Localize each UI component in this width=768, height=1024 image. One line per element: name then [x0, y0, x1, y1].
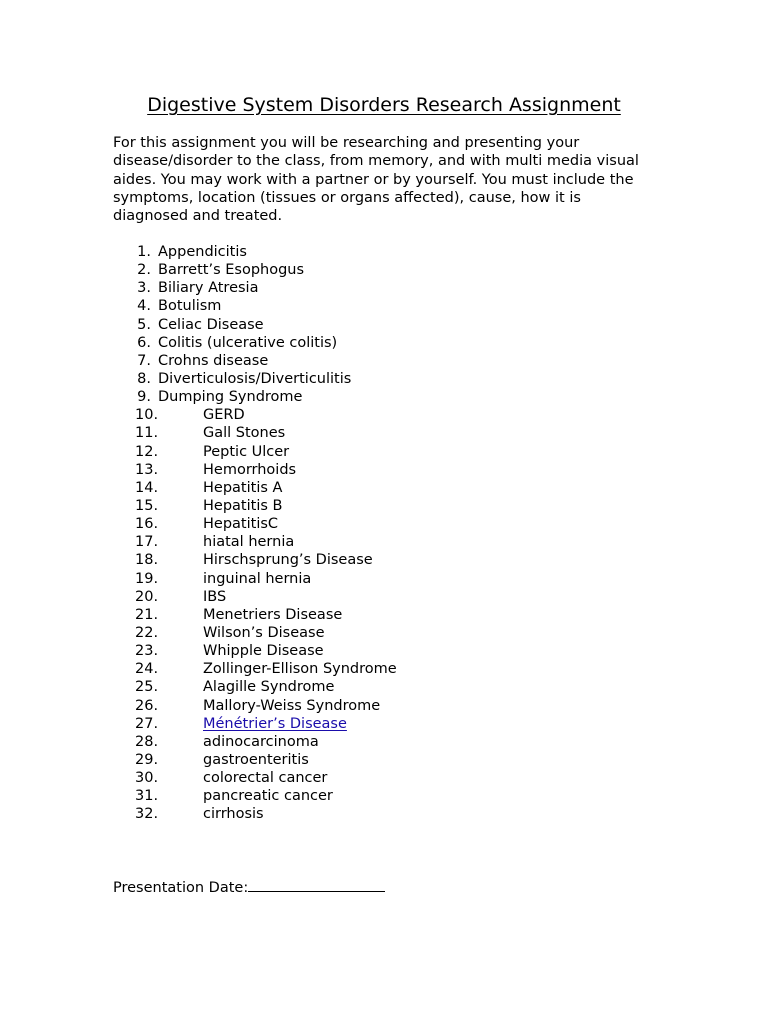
list-item-number: 17.	[135, 534, 159, 551]
list-item-label: Peptic Ulcer	[203, 443, 290, 460]
list-item	[113, 515, 673, 533]
list-item-number: 11.	[135, 425, 159, 442]
page-title: Digestive System Disorders Research Assignment	[147, 94, 621, 116]
list-item	[113, 588, 673, 606]
list-item-number: 15.	[135, 497, 159, 514]
list-item[interactable]	[113, 715, 673, 733]
list-item	[113, 497, 673, 515]
list-item	[113, 733, 673, 751]
list-item	[113, 461, 673, 479]
list-item-label: Botulism	[158, 298, 222, 315]
list-item-number: 5.	[137, 316, 151, 333]
list-item-label: Menetriers Disease	[203, 606, 343, 623]
list-item	[113, 424, 673, 442]
list-item-number: 4.	[137, 298, 151, 315]
list-item	[113, 406, 673, 424]
list-item-label: HepatitisC	[203, 516, 279, 533]
list-item-number: 1.	[137, 244, 151, 260]
list-item	[113, 243, 673, 261]
list-item	[113, 297, 673, 315]
list-item-label: Whipple Disease	[203, 643, 324, 660]
list-item	[113, 660, 673, 678]
list-item-label: Dumping Syndrome	[158, 389, 303, 406]
list-item-number: 21.	[135, 606, 159, 623]
list-item-label: GERD	[203, 407, 245, 424]
list-item-number: 31.	[135, 788, 159, 805]
list-item-number: 7.	[137, 352, 151, 369]
list-item-number: 22.	[135, 624, 159, 641]
list-item	[113, 479, 673, 497]
list-item	[113, 642, 673, 660]
list-item	[113, 624, 673, 642]
list-item-number: 8.	[137, 370, 151, 387]
list-item-label: inguinal hernia	[203, 570, 312, 587]
presentation-date-label: Presentation Date:	[113, 880, 249, 896]
list-item-label: pancreatic cancer	[203, 788, 333, 805]
list-item-number: 23.	[135, 643, 159, 660]
list-item-number: 28.	[135, 733, 159, 750]
list-item-label: Mallory-Weiss Syndrome	[203, 697, 381, 714]
list-item	[113, 787, 673, 805]
list-item	[113, 751, 673, 769]
list-item-label: hiatal hernia	[203, 534, 295, 551]
list-item-label: Biliary Atresia	[158, 280, 259, 297]
list-item-label: Diverticulosis/Diverticulitis	[158, 370, 352, 387]
list-item-number: 9.	[137, 389, 151, 406]
list-item-label: IBS	[203, 588, 227, 605]
list-item-number: 13.	[135, 461, 159, 478]
list-item-number: 25.	[135, 679, 159, 696]
list-item-number: 24.	[135, 661, 159, 678]
list-item	[113, 316, 673, 334]
list-item-number: 2.	[137, 262, 151, 279]
list-item-label: Alagille Syndrome	[203, 679, 335, 696]
list-item	[113, 551, 673, 569]
presentation-date-line	[113, 877, 385, 897]
list-item-number: 12.	[135, 443, 159, 460]
list-item-number: 6.	[137, 334, 151, 351]
list-item-label: Celiac Disease	[158, 316, 264, 333]
list-item-number: 10.	[135, 407, 159, 424]
list-item-label: Hepatitis A	[203, 479, 283, 496]
disorder-list	[113, 243, 673, 824]
list-item-link[interactable]: Ménétrier’s Disease	[203, 715, 347, 732]
list-item-label: Crohns disease	[158, 352, 269, 369]
list-item-number: 16.	[135, 516, 159, 533]
list-item-number: 14.	[135, 479, 159, 496]
list-item	[113, 697, 673, 715]
list-item-label: Colitis (ulcerative colitis)	[158, 334, 338, 351]
list-item-label: Barrett’s Esophogus	[158, 262, 305, 279]
list-item-label: Gall Stones	[203, 425, 286, 442]
list-item	[113, 261, 673, 279]
list-item	[113, 805, 673, 823]
list-item-label: colorectal cancer	[203, 770, 328, 787]
intro-paragraph: For this assignment you will be researching and presenting your disease/disorder to the class, from memory, and with multi media visual aides. You may work with a partner or by yourself. You must include the symptoms, location (tissues or organs affected), cause, how it is diagnosed and treated.	[113, 135, 639, 225]
list-item	[113, 334, 673, 352]
list-item-number: 19.	[135, 570, 159, 587]
list-item	[113, 388, 673, 406]
list-item	[113, 678, 673, 696]
list-item-number: 18.	[135, 552, 159, 569]
list-item	[113, 443, 673, 461]
list-item-label: Hemorrhoids	[203, 461, 297, 478]
list-item-number: 30.	[135, 770, 159, 787]
list-item	[113, 606, 673, 624]
list-item-label: Wilson’s Disease	[203, 624, 325, 641]
list-item-label: Hepatitis B	[203, 497, 283, 514]
list-item	[113, 370, 673, 388]
list-item	[113, 352, 673, 370]
list-item-number: 27.	[135, 715, 159, 732]
list-item	[113, 533, 673, 551]
list-item-label: adinocarcinoma	[203, 733, 319, 750]
list-item-number: 26.	[135, 697, 159, 714]
list-item-label: gastroenteritis	[203, 751, 309, 768]
presentation-date-blank	[248, 877, 385, 892]
list-item-label: Hirschsprung’s Disease	[203, 552, 373, 569]
list-item-label: Appendicitis	[158, 244, 247, 260]
list-item-label: cirrhosis	[203, 806, 264, 823]
list-item-number: 32.	[135, 806, 159, 823]
list-item	[113, 769, 673, 787]
list-item	[113, 279, 673, 297]
list-item-number: 20.	[135, 588, 159, 605]
list-item	[113, 570, 673, 588]
list-item-number: 29.	[135, 751, 159, 768]
list-item-label: Zollinger-Ellison Syndrome	[203, 661, 397, 678]
list-item-number: 3.	[137, 280, 151, 297]
